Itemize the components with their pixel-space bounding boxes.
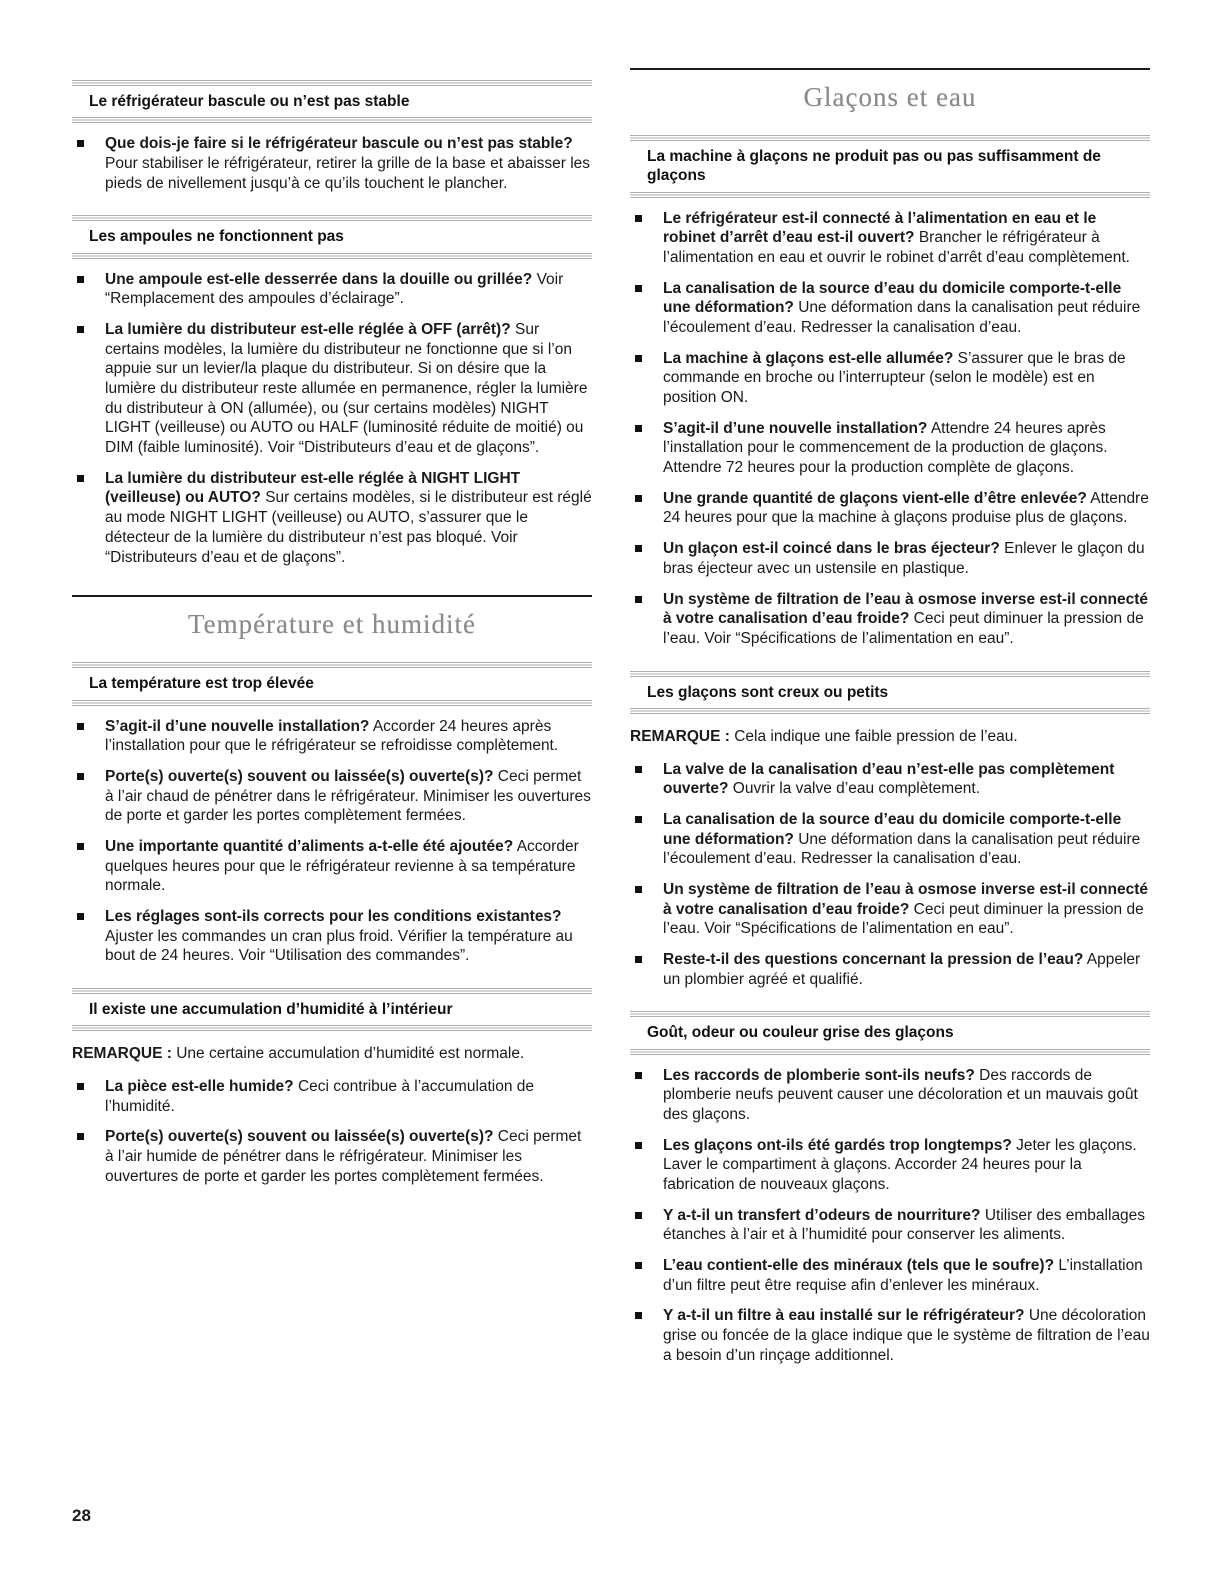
troubleshooting-item <box>72 907 592 966</box>
section-header <box>630 135 1150 198</box>
item-answer: S’assurer que le bras de commande en broche ou l’interrupteur (selon le modèle) est en position ON. <box>663 349 1126 407</box>
item-question: La canalisation de la source d’eau du domicile comporte-t-elle une déformation? <box>663 810 1122 848</box>
header-top-rule <box>630 1011 1150 1017</box>
item-answer: Brancher le réfrigérateur à l’alimentation en eau et ouvrir le robinet d’arrêt d’eau complètement. <box>663 229 1130 267</box>
troubleshooting-item <box>630 539 1150 578</box>
header-bottom-rule <box>72 700 592 706</box>
item-answer: Voir “Remplacement des ampoules d’éclairage”. <box>105 270 564 308</box>
item-question: Une grande quantité de glaçons vient-elle d’être enlevée? <box>663 489 1087 507</box>
item-question: Reste-t-il des questions concernant la pression de l’eau? <box>663 950 1084 968</box>
header-bottom-rule <box>630 708 1150 714</box>
item-question: La machine à glaçons est-elle allumée? <box>663 349 954 367</box>
troubleshooting-item <box>630 489 1150 528</box>
header-top-rule <box>630 671 1150 677</box>
troubleshooting-item <box>630 590 1150 649</box>
header-top-rule <box>72 215 592 221</box>
header-top-rule <box>630 135 1150 141</box>
section-header <box>72 988 592 1031</box>
section-header <box>72 662 592 705</box>
item-answer: Ceci peut diminuer la pression de l’eau. Voir “Spécifications de l’alimentation en eau”. <box>663 900 1144 938</box>
item-answer: Accorder 24 heures après l’installation pour que le réfrigérateur se refroidisse complètement. <box>105 717 559 755</box>
item-answer: Une décoloration grise ou foncée de la glace indique que le système de filtration de l’eau a besoin d’un rinçage additionnel. <box>663 1307 1150 1364</box>
item-question: La canalisation de la source d’eau du domicile comporte-t-elle une déformation? <box>663 279 1122 317</box>
item-question: Le réfrigérateur est-il connecté à l’alimentation en eau et le robinet d’arrêt d’eau est-il ouvert? <box>663 209 1097 247</box>
troubleshooting-item <box>630 1066 1150 1125</box>
troubleshooting-item <box>630 1206 1150 1245</box>
section-header-text: Goût, odeur ou couleur grise des glaçons <box>647 1024 954 1042</box>
troubleshooting-item <box>72 717 592 756</box>
item-question: Y a-t-il un filtre à eau installé sur le réfrigérateur? <box>663 1307 1025 1325</box>
item-question: Un glaçon est-il coincé dans le bras éjecteur? <box>663 540 1000 558</box>
troubleshooting-item <box>630 209 1150 268</box>
item-question: L’eau contient-elle des minéraux (tels que le soufre)? <box>663 1257 1055 1275</box>
item-question: Une ampoule est-elle desserrée dans la douille ou grillée? <box>105 270 533 288</box>
troubleshooting-item <box>630 1136 1150 1195</box>
item-answer: Utiliser des emballages étanches à l’air et à l’humidité pour conserver les aliments. <box>663 1206 1146 1244</box>
section-header-text: La machine à glaçons ne produit pas ou pas suffisamment de glaçons <box>647 148 1101 185</box>
item-answer: Des raccords de plomberie neufs peuvent causer une décoloration et un mauvais goût des glaçons. <box>663 1066 1138 1123</box>
troubleshooting-item <box>72 134 592 193</box>
item-answer: Ceci permet à l’air chaud de pénétrer dans le réfrigérateur. Minimiser les ouvertures de porte et garder les portes complètement fermées. <box>105 767 591 825</box>
troubleshooting-item <box>630 760 1150 799</box>
item-answer: Une déformation dans la canalisation peut réduire l’écoulement d’eau. Redresser la canalisation d’eau. <box>663 830 1141 868</box>
page-number: 28 <box>72 1506 91 1525</box>
item-question: S’agit-il d’une nouvelle installation? <box>663 419 928 437</box>
item-question: Un système de filtration de l’eau à osmose inverse est-il connecté à votre canalisation d’eau froide? <box>663 590 1148 628</box>
troubleshooting-item <box>630 1306 1150 1365</box>
troubleshooting-item <box>72 767 592 826</box>
section-divider-rule <box>630 68 1150 70</box>
troubleshooting-item <box>72 469 592 567</box>
header-top-rule <box>72 662 592 668</box>
chapter-title: Température et humidité <box>187 609 476 640</box>
item-question: La pièce est-elle humide? <box>105 1077 294 1095</box>
troubleshooting-item <box>72 320 592 458</box>
item-answer: Ceci permet à l’air humide de pénétrer dans le réfrigérateur. Minimiser les ouvertures de porte et garder les portes complètement fermées. <box>105 1128 582 1185</box>
item-answer: Accorder quelques heures pour que le réfrigérateur revienne à sa température normale. <box>105 837 579 895</box>
item-question: La lumière du distributeur est-elle réglée à NIGHT LIGHT (veilleuse) ou AUTO? <box>105 469 521 507</box>
item-answer: Appeler un plombier agréé et qualifié. <box>663 950 1141 988</box>
item-answer: Enlever le glaçon du bras éjecteur avec un ustensile en plastique. <box>663 540 1145 577</box>
item-question: Porte(s) ouverte(s) souvent ou laissée(s) ouverte(s)? <box>105 767 494 785</box>
chapter-title: Glaçons et eau <box>803 82 977 112</box>
header-bottom-rule <box>630 192 1150 198</box>
section-header-text: La température est trop élevée <box>89 675 314 693</box>
left-column <box>72 66 592 1376</box>
item-question: Porte(s) ouverte(s) souvent ou laissée(s) ouverte(s)? <box>105 1128 494 1146</box>
header-bottom-rule <box>72 117 592 123</box>
item-question: Un système de filtration de l’eau à osmose inverse est-il connecté à votre canalisation d’eau froide? <box>663 880 1148 918</box>
troubleshooting-item <box>630 950 1150 989</box>
troubleshooting-item <box>72 1127 592 1186</box>
note-paragraph <box>630 727 1150 747</box>
troubleshooting-item <box>630 349 1150 408</box>
item-answer: Une déformation dans la canalisation peut réduire l’écoulement d’eau. Redresser la canalisation d’eau. <box>663 299 1141 337</box>
right-column <box>630 66 1150 1376</box>
header-bottom-rule <box>72 1025 592 1031</box>
item-question: REMARQUE : <box>72 1045 172 1063</box>
item-answer: Jeter les glaçons. Laver le compartiment à glaçons. Accorder 24 heures pour la fabrication de nouveaux glaçons. <box>663 1136 1137 1194</box>
troubleshooting-item <box>630 810 1150 869</box>
item-answer: Cela indique une faible pression de l’eau. <box>734 727 1018 745</box>
item-question: Les réglages sont-ils corrects pour les conditions existantes? <box>105 907 562 925</box>
troubleshooting-item <box>630 880 1150 939</box>
item-question: Y a-t-il un transfert d’odeurs de nourriture? <box>663 1206 981 1224</box>
item-question: Une importante quantité d’aliments a-t-elle été ajoutée? <box>105 837 514 855</box>
section-header <box>72 80 592 123</box>
troubleshooting-item <box>72 837 592 896</box>
header-bottom-rule <box>630 1049 1150 1055</box>
troubleshooting-item <box>630 279 1150 338</box>
item-question: REMARQUE : <box>630 727 730 745</box>
item-question: Que dois-je faire si le réfrigérateur bascule ou n’est pas stable? <box>105 135 573 153</box>
note-paragraph <box>72 1044 592 1064</box>
item-question: Les glaçons ont-ils été gardés trop longtemps? <box>663 1136 1012 1154</box>
header-top-rule <box>72 988 592 994</box>
header-bottom-rule <box>72 253 592 259</box>
item-answer: Sur certains modèles, si le distributeur est réglé au mode NIGHT LIGHT (veilleuse) ou AUTO, s’assurer que le détecteur de la lumière du distributeur n’est pas bloqué. Voir “Distributeurs d’eau et de glaçons”. <box>105 489 592 566</box>
section-divider-rule <box>72 595 592 597</box>
item-answer: Sur certains modèles, la lumière du distributeur ne fonctionne que si l’on appuie sur un levier/la plaque du distributeur. Si on désire que la lumière du distributeur reste allumée en permanence, régler la lumière du distributeur à ON (allumée), ou (sur certains modèles) NIGHT LIGHT (veilleuse) ou AUTO ou HALF (luminosité réduite de moitié) ou DIM (faible luminosité). Voir “Distributeurs d’eau et de glaçons”. <box>105 321 588 457</box>
troubleshooting-item <box>72 1077 592 1116</box>
section-header <box>630 1011 1150 1054</box>
troubleshooting-item <box>630 419 1150 478</box>
item-answer: Ceci contribue à l’accumulation de l’humidité. <box>105 1077 535 1115</box>
item-question: La lumière du distributeur est-elle réglée à OFF (arrêt)? <box>105 321 511 339</box>
item-answer: Pour stabiliser le réfrigérateur, retirer la grille de la base et abaisser les pieds de nivellement jusqu’à ce qu’ils touchent le plancher. <box>105 155 591 192</box>
section-header-text: Le réfrigérateur bascule ou n’est pas stable <box>89 93 410 110</box>
item-answer: Ajuster les commandes un cran plus froid. Vérifier la température au bout de 24 heures. Voir “Utilisation des commandes”. <box>105 927 573 965</box>
section-header <box>72 215 592 258</box>
item-answer: Ceci peut diminuer la pression de l’eau. Voir “Spécifications de l’alimentation en eau”. <box>663 610 1144 647</box>
item-answer: Une certaine accumulation d’humidité est normale. <box>176 1045 525 1063</box>
item-answer: Attendre 24 heures après l’installation pour le commencement de la production de glaçons. Attendre 72 heures pour la production complète de glaçons. <box>663 419 1108 477</box>
item-question: Les raccords de plomberie sont-ils neufs? <box>663 1066 975 1084</box>
item-answer: Ouvrir la valve d’eau complètement. <box>732 780 981 798</box>
troubleshooting-item <box>72 270 592 309</box>
header-top-rule <box>72 80 592 86</box>
section-header <box>630 671 1150 714</box>
section-header-text: Les glaçons sont creux ou petits <box>647 683 889 701</box>
item-answer: L’installation d’un filtre peut être requise afin d’enlever les minéraux. <box>663 1257 1143 1294</box>
item-question: La valve de la canalisation d’eau n’est-elle pas complètement ouverte? <box>663 760 1115 798</box>
section-header-text: Il existe une accumulation d’humidité à l’intérieur <box>89 1000 453 1018</box>
troubleshooting-item <box>630 1256 1150 1295</box>
item-question: S’agit-il d’une nouvelle installation? <box>105 717 370 735</box>
section-header-text: Les ampoules ne fonctionnent pas <box>89 228 344 246</box>
item-answer: Attendre 24 heures pour que la machine à glaçons produise plus de glaçons. <box>663 489 1149 527</box>
